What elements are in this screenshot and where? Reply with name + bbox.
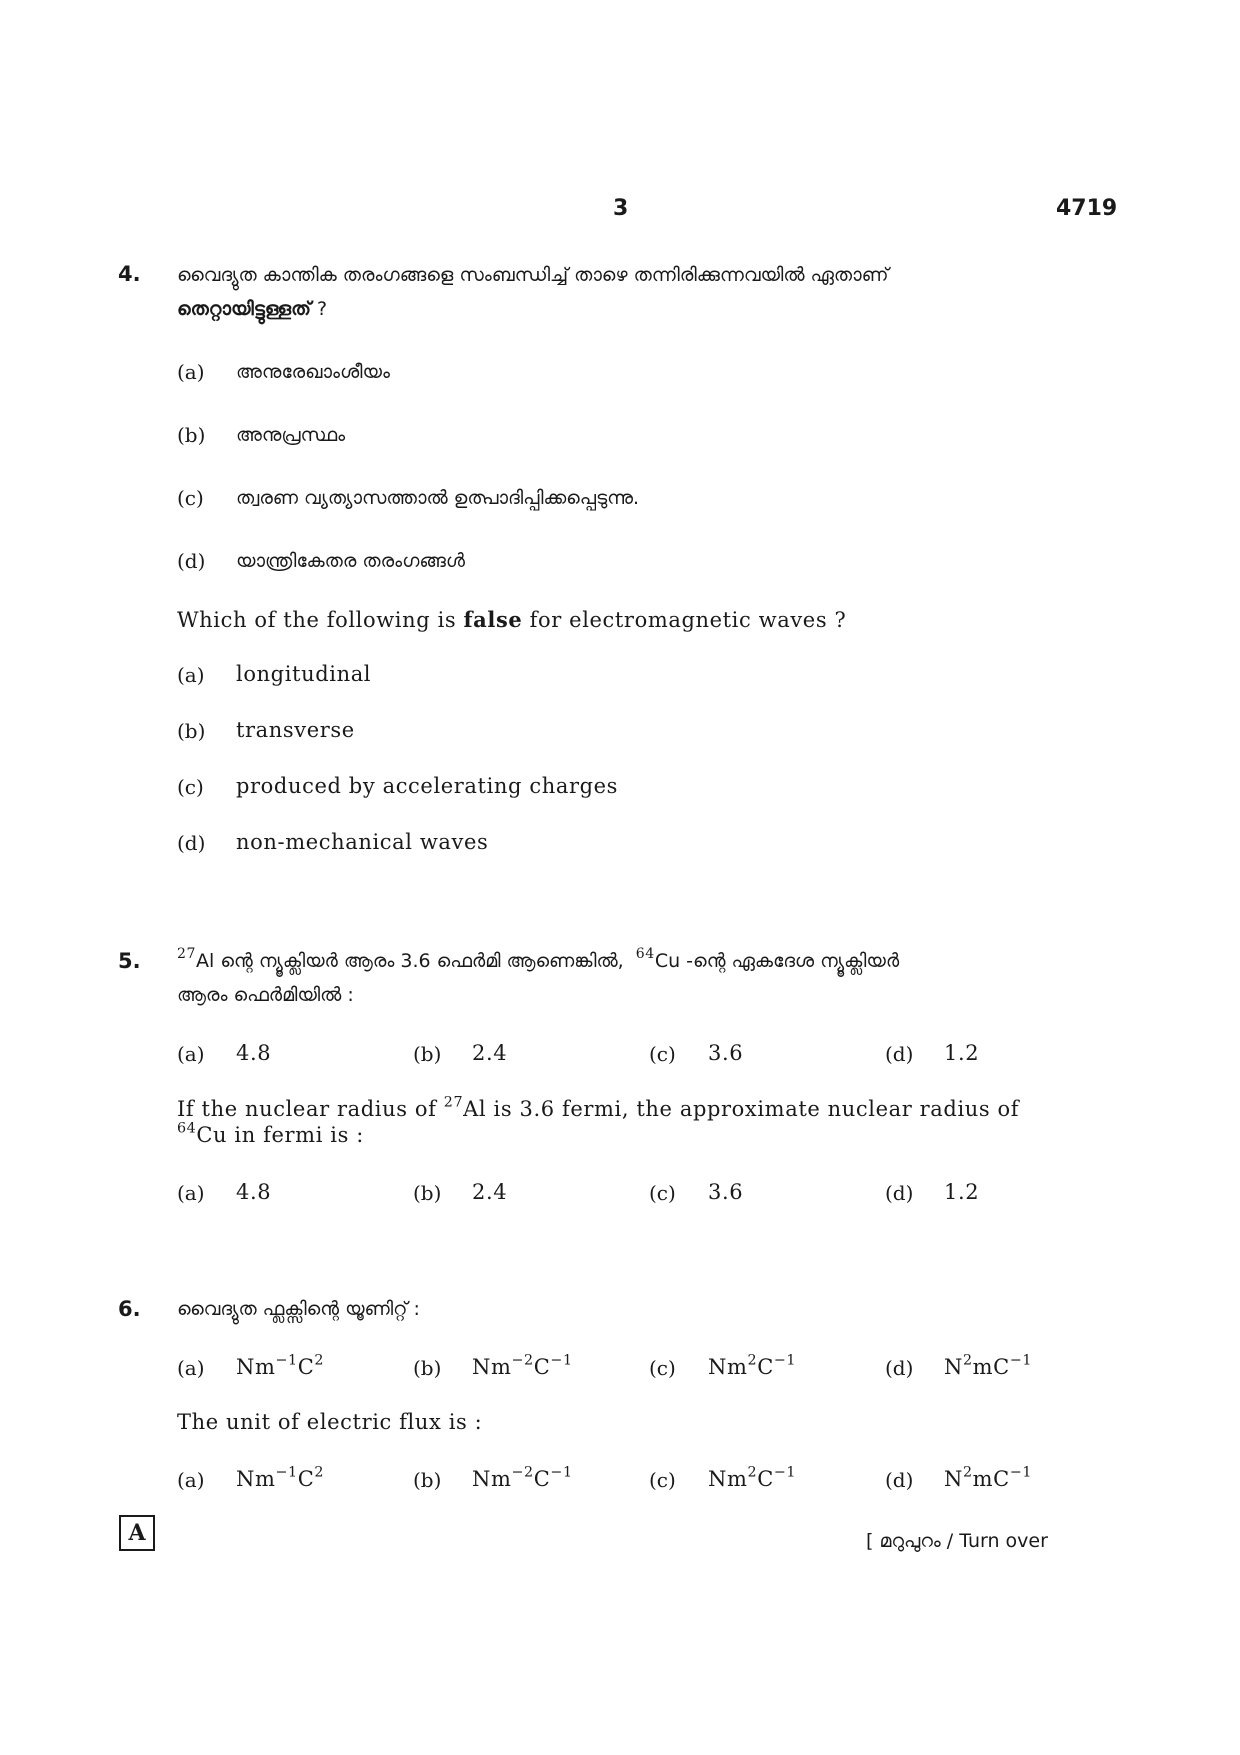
q5-english-line1 — [177, 1094, 1020, 1121]
q4-malayalam-qmark: ? — [310, 298, 328, 320]
q6-malayalam-question: വൈദ്യുത ഫ്ലക്സിന്റെ യൂണിറ്റ് : — [177, 1298, 420, 1320]
q5-en-option-c-value: 3.6 — [708, 1180, 744, 1204]
q5-en-option-b-value: 2.4 — [472, 1180, 508, 1204]
question-6-number: 6. — [118, 1297, 141, 1321]
q6-english-question: The unit of electric flux is : — [177, 1410, 483, 1434]
q5-en-option-b-label: (b) — [413, 1181, 442, 1205]
q5-en-part-c: Cu in fermi is : — [196, 1123, 364, 1147]
q6-ml-option-c-unit: $Nm^2C^{-1}$ — [708, 1352, 797, 1379]
q5-en-mass-64: 64 — [177, 1120, 197, 1137]
q4-malayalam-line1: വൈദ്യുത കാന്തിക തരംഗങ്ങളെ സംബന്ധിച്ച് താഴെ തന്നിരിക്കുന്നവയിൽ ഏതാണ് — [177, 264, 889, 286]
q4-ml-option-a-text: അനുരേഖാംശീയം — [236, 361, 390, 383]
q5-en-option-d-label: (d) — [885, 1181, 914, 1205]
q4-en-option-a-label: (a) — [177, 663, 205, 687]
q4-ml-option-d-label: (d) — [177, 549, 206, 573]
q4-en-option-d-text: non-mechanical waves — [236, 830, 489, 854]
q6-en-option-d-label: (d) — [885, 1468, 914, 1492]
q6-en-option-a-label: (a) — [177, 1468, 205, 1492]
q6-ml-option-d-label: (d) — [885, 1356, 914, 1380]
q6-ml-option-b-unit: $Nm^{-2}C^{-1}$ — [472, 1352, 573, 1379]
page-number: 3 — [613, 196, 629, 221]
q5-en-part-a: If the nuclear radius of — [177, 1097, 444, 1121]
q5-ml-option-a-value: 4.8 — [236, 1041, 272, 1065]
q5-en-mass-27: 27 — [443, 1094, 464, 1111]
q4-ml-option-d-text: യാന്ത്രികേതര തരംഗങ്ങൾ — [236, 550, 465, 572]
q5-ml-mass-27: 27 — [177, 945, 197, 962]
paper-code: 4719 — [1056, 196, 1118, 221]
turn-over-note: [ മറുപുറം / Turn over — [866, 1530, 1048, 1552]
q5-ml-part-a: Al ന്റെ ന്യൂക്ലിയർ ആരം 3.6 ഫെർമി ആണെങ്കിൽ, — [196, 950, 624, 972]
q4-en-option-b-label: (b) — [177, 719, 206, 743]
q4-en-option-c-text: produced by accelerating charges — [236, 774, 619, 798]
q6-ml-option-a-label: (a) — [177, 1356, 205, 1380]
q6-en-option-b-unit: $Nm^{-2}C^{-1}$ — [472, 1464, 573, 1491]
q5-ml-option-d-label: (d) — [885, 1042, 914, 1066]
q4-malayalam-line2 — [177, 298, 327, 320]
q4-en-option-d-label: (d) — [177, 831, 206, 855]
q5-en-part-b: Al is 3.6 fermi, the approximate nuclear radius of — [463, 1097, 1020, 1121]
q5-english-line2 — [177, 1120, 364, 1147]
q4-en-option-c-label: (c) — [177, 775, 204, 799]
q6-ml-option-a-unit: $Nm^{-1}C^2$ — [236, 1352, 325, 1379]
q4-english-post: for electromagnetic waves ? — [522, 608, 847, 632]
q4-ml-option-b-label: (b) — [177, 423, 206, 447]
q5-malayalam-line2: ആരം ഫെർമിയിൽ : — [177, 984, 354, 1006]
q5-ml-option-b-label: (b) — [413, 1042, 442, 1066]
q4-en-option-a-text: longitudinal — [236, 662, 372, 686]
q5-ml-option-a-label: (a) — [177, 1042, 205, 1066]
q6-ml-option-d-unit: $N^2mC^{-1}$ — [944, 1352, 1033, 1379]
q4-malayalam-false-word: തെറ്റായിട്ടുള്ളത് — [177, 298, 311, 320]
q5-ml-option-d-value: 1.2 — [944, 1041, 980, 1065]
q4-ml-option-c-text: ത്വരണ വ്യത്യാസത്താൽ ഉത്പാദിപ്പിക്കപ്പെടുന്നു. — [236, 487, 640, 509]
q5-malayalam-line1 — [177, 945, 900, 972]
q5-ml-mass-64: 64 — [635, 945, 655, 962]
q4-en-option-b-text: transverse — [236, 718, 355, 742]
q6-en-option-a-unit: $Nm^{-1}C^2$ — [236, 1464, 325, 1491]
q6-en-option-d-unit: $N^2mC^{-1}$ — [944, 1464, 1033, 1491]
q5-en-option-d-value: 1.2 — [944, 1180, 980, 1204]
q6-en-option-c-label: (c) — [649, 1468, 676, 1492]
question-5-number: 5. — [118, 949, 141, 973]
q5-ml-option-c-label: (c) — [649, 1042, 676, 1066]
q4-english-pre: Which of the following is — [177, 608, 464, 632]
q5-en-option-a-label: (a) — [177, 1181, 205, 1205]
q6-en-option-c-unit: $Nm^2C^{-1}$ — [708, 1464, 797, 1491]
q5-ml-option-b-value: 2.4 — [472, 1041, 508, 1065]
q5-ml-option-c-value: 3.6 — [708, 1041, 744, 1065]
q4-ml-option-a-label: (a) — [177, 360, 205, 384]
question-4-number: 4. — [118, 262, 141, 286]
q6-ml-option-c-label: (c) — [649, 1356, 676, 1380]
q5-en-option-c-label: (c) — [649, 1181, 676, 1205]
q4-ml-option-b-text: അനുപ്രസ്ഥം — [236, 424, 346, 446]
q6-ml-option-b-label: (b) — [413, 1356, 442, 1380]
q4-english-false-word: false — [463, 607, 523, 632]
q4-ml-option-c-label: (c) — [177, 486, 204, 510]
q6-en-option-b-label: (b) — [413, 1468, 442, 1492]
q4-english-question — [177, 607, 846, 632]
q5-ml-part-b: Cu -ന്റെ ഏകദേശ ന്യൂക്ലിയർ — [654, 950, 900, 972]
q5-en-option-a-value: 4.8 — [236, 1180, 272, 1204]
version-box: A — [119, 1515, 155, 1551]
